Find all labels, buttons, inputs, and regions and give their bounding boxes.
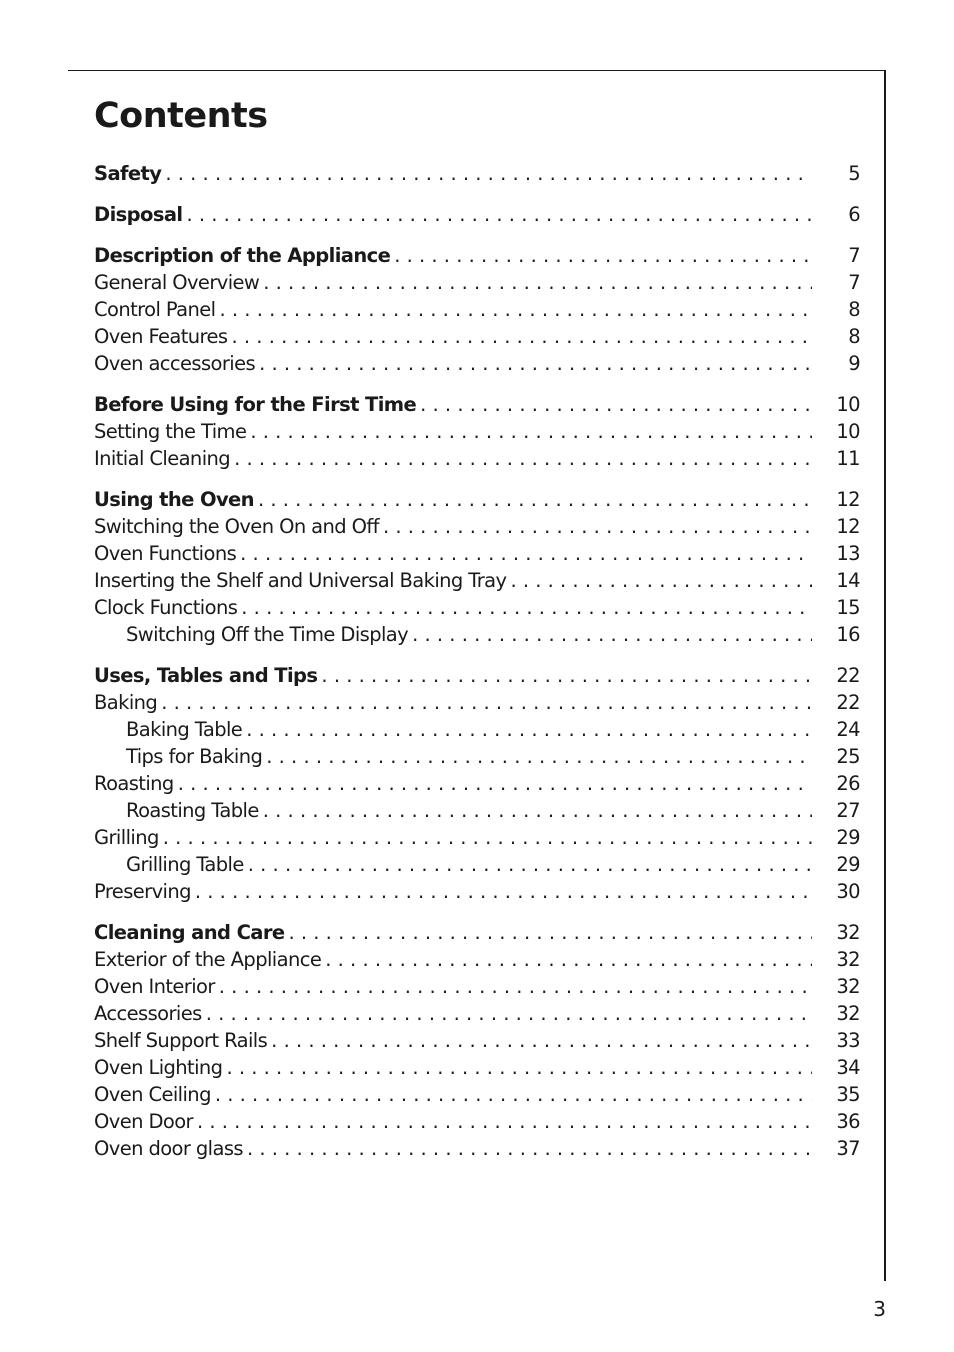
toc-entry[interactable] (94, 540, 860, 567)
toc-entry[interactable] (94, 689, 860, 716)
dot-leader (163, 824, 812, 851)
toc-entry-page: 33 (836, 1029, 860, 1052)
toc-entry-page: 29 (836, 853, 860, 876)
toc-entry-page: 8 (848, 325, 860, 348)
toc-entry-label: Baking (94, 691, 158, 714)
dot-leader (383, 513, 812, 540)
toc-entry-label: Shelf Support Rails (94, 1029, 268, 1052)
toc-entry-label: Roasting (94, 772, 174, 795)
toc-entry-page: 10 (836, 420, 860, 443)
dot-leader (234, 445, 812, 472)
toc-heading-entry[interactable] (94, 242, 860, 269)
toc-entry-label: Uses, Tables and Tips (94, 664, 318, 687)
toc-entry-page: 22 (836, 691, 860, 714)
toc-entry-label: Oven Features (94, 325, 228, 348)
toc-entry-label: Using the Oven (94, 488, 254, 511)
toc-entry[interactable] (94, 445, 860, 472)
toc-heading-entry[interactable] (94, 391, 860, 418)
toc-entry-label: Grilling Table (126, 853, 244, 876)
toc-entry-label: Exterior of the Appliance (94, 948, 322, 971)
toc-entry-page: 14 (836, 569, 860, 592)
toc-entry[interactable] (94, 1054, 860, 1081)
toc-section (94, 160, 860, 187)
toc-section (94, 486, 860, 648)
toc-entry-page: 32 (836, 1002, 860, 1025)
toc-entry[interactable] (94, 594, 860, 621)
dot-leader (263, 797, 812, 824)
toc-entry[interactable] (94, 824, 860, 851)
dot-leader (161, 689, 812, 716)
dot-leader (510, 567, 812, 594)
toc-entry-label: Oven Lighting (94, 1056, 223, 1079)
toc-entry-page: 37 (836, 1137, 860, 1160)
toc-entry-label: Description of the Appliance (94, 244, 391, 267)
toc-heading-entry[interactable] (94, 486, 860, 513)
toc-entry[interactable] (94, 946, 860, 973)
toc-entry-page: 5 (848, 162, 860, 185)
toc-entry-label: Oven Interior (94, 975, 215, 998)
toc-section (94, 919, 860, 1162)
page-title: Contents (94, 96, 268, 136)
toc-entry-page: 9 (848, 352, 860, 375)
toc-section (94, 242, 860, 377)
dot-leader (258, 486, 812, 513)
toc-heading-entry[interactable] (94, 662, 860, 689)
dot-leader (215, 1081, 812, 1108)
toc-entry-label: Control Panel (94, 298, 216, 321)
toc-entry-label: Disposal (94, 203, 183, 226)
toc-entry-label: Oven Door (94, 1110, 193, 1133)
dot-leader (420, 391, 812, 418)
toc-entry-page: 12 (836, 488, 860, 511)
toc-entry-page: 30 (836, 880, 860, 903)
toc-entry-page: 35 (836, 1083, 860, 1106)
toc-entry[interactable] (94, 269, 860, 296)
toc-entry-label: Inserting the Shelf and Universal Baking Tray (94, 569, 507, 592)
toc-entry[interactable] (94, 1000, 860, 1027)
toc-entry-page: 16 (836, 623, 860, 646)
dot-leader (288, 919, 812, 946)
toc-subentry[interactable] (94, 851, 860, 878)
dot-leader (266, 743, 812, 770)
toc-entry-label: Oven Ceiling (94, 1083, 211, 1106)
toc-subentry[interactable] (94, 797, 860, 824)
dot-leader (321, 662, 812, 689)
toc-entry-label: Switching the Oven On and Off (94, 515, 379, 538)
toc-entry-label: Initial Cleaning (94, 447, 231, 470)
dot-leader (178, 770, 812, 797)
toc-entry-page: 12 (836, 515, 860, 538)
toc-subentry[interactable] (94, 621, 860, 648)
toc-entry[interactable] (94, 418, 860, 445)
toc-entry-label: Clock Functions (94, 596, 238, 619)
page-number: 3 (873, 1297, 886, 1321)
toc-entry-page: 27 (836, 799, 860, 822)
toc-heading-entry[interactable] (94, 919, 860, 946)
toc-entry-page: 36 (836, 1110, 860, 1133)
top-rule (68, 70, 886, 71)
toc-entry-page: 10 (836, 393, 860, 416)
toc-entry[interactable] (94, 878, 860, 905)
toc-entry-label: Roasting Table (126, 799, 259, 822)
toc-entry-label: Preserving (94, 880, 191, 903)
dot-leader (219, 973, 812, 1000)
toc-entry-page: 32 (836, 948, 860, 971)
toc-entry[interactable] (94, 1108, 860, 1135)
dot-leader (220, 296, 813, 323)
toc-section (94, 391, 860, 472)
dot-leader (232, 323, 813, 350)
dot-leader (206, 1000, 812, 1027)
toc-entry-label: Accessories (94, 1002, 202, 1025)
toc-entry[interactable] (94, 567, 860, 594)
toc-entry-page: 25 (836, 745, 860, 768)
toc-subentry[interactable] (94, 743, 860, 770)
toc-entry[interactable] (94, 296, 860, 323)
toc-entry-page: 6 (848, 203, 860, 226)
dot-leader (186, 201, 812, 228)
toc-entry-label: General Overview (94, 271, 260, 294)
toc-entry[interactable] (94, 350, 860, 377)
dot-leader (240, 540, 812, 567)
toc-entry-page: 22 (836, 664, 860, 687)
dot-leader (250, 418, 812, 445)
toc-entry-page: 24 (836, 718, 860, 741)
toc-entry-page: 11 (836, 447, 860, 470)
toc-entry[interactable] (94, 973, 860, 1000)
dot-leader (197, 1108, 812, 1135)
toc-section (94, 201, 860, 228)
dot-leader (259, 350, 812, 377)
dot-leader (195, 878, 812, 905)
dot-leader (165, 160, 812, 187)
toc-entry-page: 29 (836, 826, 860, 849)
dot-leader (248, 851, 812, 878)
toc-entry-page: 7 (848, 244, 860, 267)
toc-entry-page: 32 (836, 921, 860, 944)
dot-leader (412, 621, 812, 648)
toc-entry-page: 15 (836, 596, 860, 619)
dot-leader (246, 716, 812, 743)
toc-entry[interactable] (94, 1135, 860, 1162)
toc-entry-label: Safety (94, 162, 162, 185)
toc-entry-page: 32 (836, 975, 860, 998)
toc-entry-page: 8 (848, 298, 860, 321)
toc-entry-page: 34 (836, 1056, 860, 1079)
toc-entry-label: Grilling (94, 826, 159, 849)
toc-entry-label: Baking Table (126, 718, 243, 741)
dot-leader (241, 594, 812, 621)
toc-subentry[interactable] (94, 716, 860, 743)
toc-entry-label: Setting the Time (94, 420, 247, 443)
toc-entry[interactable] (94, 513, 860, 540)
toc-heading-entry[interactable] (94, 201, 860, 228)
dot-leader (325, 946, 812, 973)
toc-entry[interactable] (94, 1027, 860, 1054)
toc-entry-label: Oven Functions (94, 542, 237, 565)
toc-entry-page: 13 (836, 542, 860, 565)
dot-leader (263, 269, 812, 296)
dot-leader (226, 1054, 812, 1081)
right-margin-rule (884, 70, 886, 1281)
dot-leader (271, 1027, 812, 1054)
toc-entry-page: 7 (848, 271, 860, 294)
toc-entry-label: Tips for Baking (126, 745, 263, 768)
toc-entry-page: 26 (836, 772, 860, 795)
toc-entry[interactable] (94, 1081, 860, 1108)
table-of-contents (94, 160, 860, 1176)
toc-entry-label: Oven accessories (94, 352, 256, 375)
dot-leader (247, 1135, 812, 1162)
toc-entry-label: Cleaning and Care (94, 921, 285, 944)
toc-entry[interactable] (94, 323, 860, 350)
dot-leader (394, 242, 812, 269)
toc-heading-entry[interactable] (94, 160, 860, 187)
toc-entry-label: Before Using for the First Time (94, 393, 417, 416)
toc-section (94, 662, 860, 905)
toc-entry[interactable] (94, 770, 860, 797)
toc-entry-label: Oven door glass (94, 1137, 243, 1160)
toc-entry-label: Switching Off the Time Display (126, 623, 409, 646)
